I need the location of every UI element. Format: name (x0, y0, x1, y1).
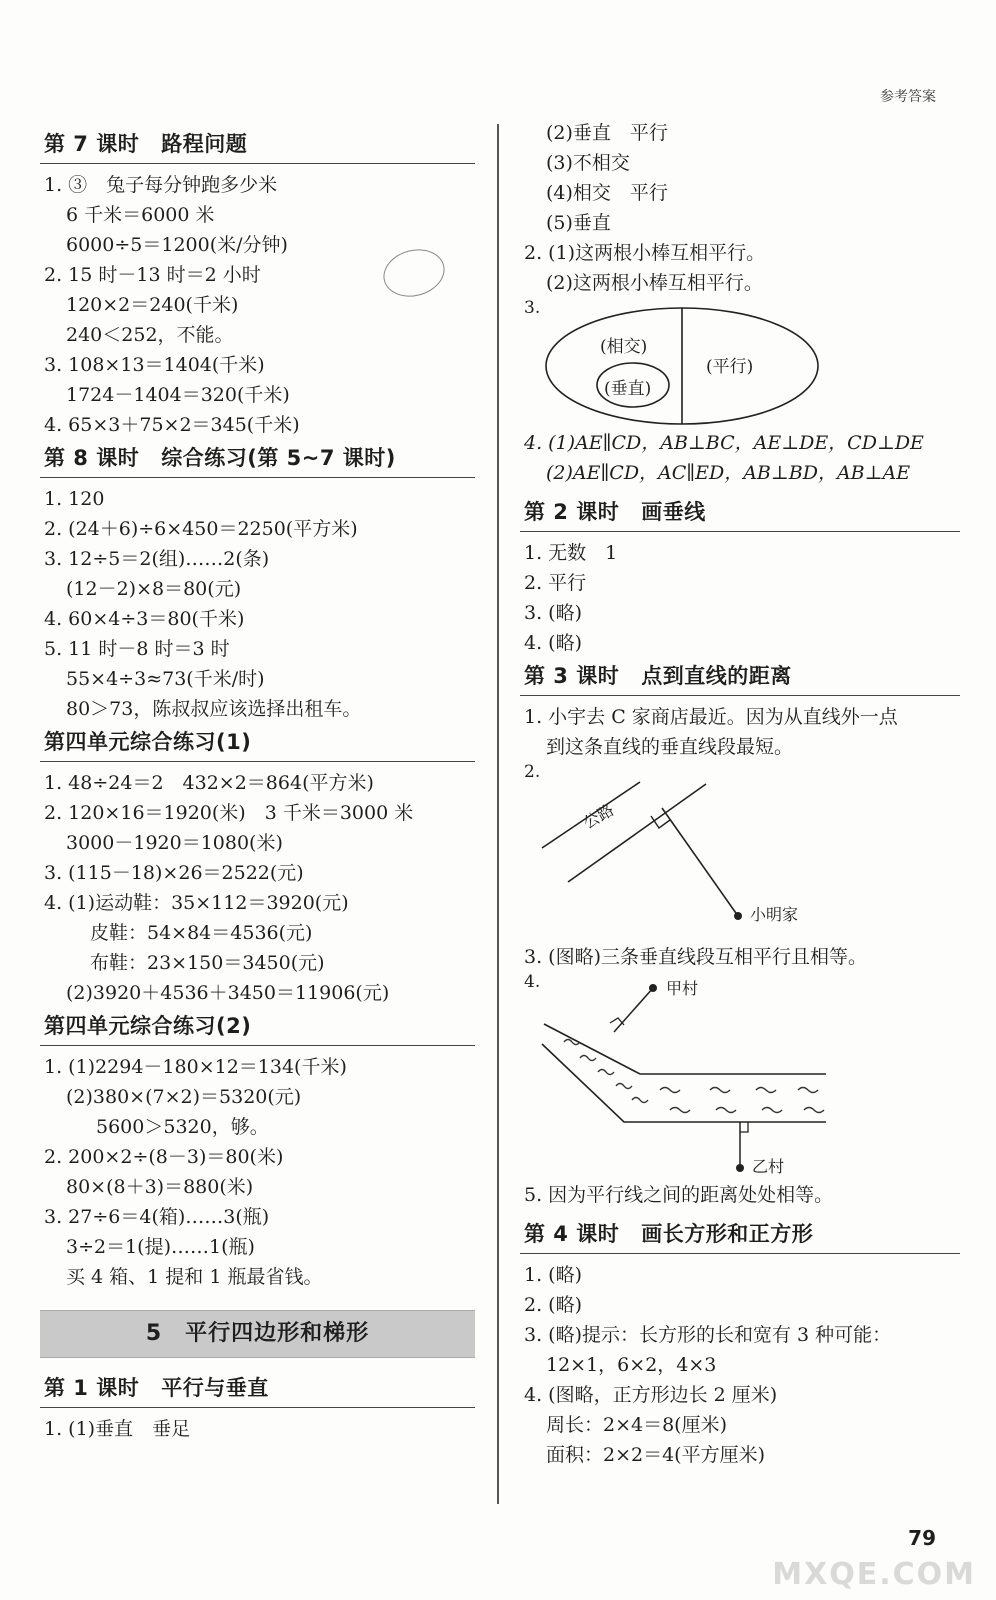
village-a-label: 甲村 (666, 979, 699, 998)
answer-line: 2. 200×2÷(8－3)＝80(米) (44, 1146, 284, 1168)
section-title: 第 2 课时 画垂线 (520, 494, 960, 532)
answer-line: 周长：2×4＝8(厘米) (546, 1414, 728, 1436)
answer-line: 12×1，6×2，4×3 (546, 1354, 717, 1376)
venn-label-perpendicular: (垂直) (604, 379, 652, 399)
section-title: 第 4 课时 画长方形和正方形 (520, 1216, 960, 1254)
answer-line: (2)380×(7×2)＝5320(元) (66, 1086, 302, 1108)
answer-line: 面积：2×2＝4(平方厘米) (546, 1444, 766, 1466)
river-figure (520, 972, 960, 1176)
answer-line: 1. 120 (44, 488, 105, 510)
question-number: 4. (524, 972, 541, 992)
answer-line: 80×(8＋3)＝880(米) (66, 1176, 254, 1198)
answer-line: (4)相交 平行 (546, 182, 668, 204)
answer-line: 3. (图略)三条垂直线段互相平行且相等。 (524, 946, 867, 968)
answer-line: (2)垂直 平行 (546, 122, 668, 144)
left-column (40, 126, 475, 1444)
answer-line: 1. (1)垂直 垂足 (44, 1418, 191, 1440)
answer-line: 到这条直线的垂直线段最短。 (546, 736, 794, 758)
answer-line: (2)AE∥CD，AC∥ED，AB⊥BD，AB⊥AE (546, 462, 911, 484)
venn-label-parallel: (平行) (706, 357, 754, 377)
answer-line: 3000－1920＝1080(米) (66, 832, 283, 854)
column-divider (497, 124, 499, 1504)
answer-line: 5. 11 时－8 时＝3 时 (44, 638, 230, 660)
answer-line: 4. 60×4÷3＝80(千米) (44, 608, 245, 630)
question-number: 2. (524, 762, 541, 782)
answer-line: 3. 12÷5＝2(组)……2(条) (44, 548, 270, 570)
answer-line: 3. (115－18)×26＝2522(元) (44, 862, 304, 884)
answer-line: 皮鞋：54×84＝4536(元) (90, 922, 313, 944)
answer-line: 2. (略) (524, 1294, 582, 1316)
answer-line: 1. 小宇去 C 家商店最近。因为从直线外一点 (524, 706, 898, 728)
village-b-label: 乙村 (752, 1157, 785, 1176)
answer-line: 买 4 箱、1 提和 1 瓶最省钱。 (66, 1266, 323, 1288)
answer-line: (12－2)×8＝80(元) (66, 578, 242, 600)
answer-line: 4. (略) (524, 632, 582, 654)
answer-line: 4. (图略，正方形边长 2 厘米) (524, 1384, 778, 1406)
section-title: 第 1 课时 平行与垂直 (40, 1370, 475, 1408)
answer-line: 6 千米＝6000 米 (66, 204, 215, 226)
river-diagram (520, 972, 960, 1172)
answer-line: 5. 因为平行线之间的距离处处相等。 (524, 1184, 834, 1206)
road-figure (520, 762, 960, 942)
answer-line: 2. (1)这两根小棒互相平行。 (524, 242, 766, 264)
answer-line: 1. ③ 兔子每分钟跑多少米 (44, 174, 278, 196)
watermark: MXQE.COM (772, 1557, 976, 1592)
answer-line: 55×4÷3≈73(千米/时) (66, 668, 265, 690)
answer-line: 120×2＝240(千米) (66, 294, 239, 316)
header-label: 参考答案 (880, 89, 936, 105)
road-label: 公路 (579, 800, 618, 833)
answer-line: 2. 15 时－13 时＝2 小时 (44, 264, 261, 286)
section-title: 第四单元综合练习(2) (40, 1008, 475, 1046)
unit-banner: 5 平行四边形和梯形 (40, 1310, 475, 1358)
answer-line: (3)不相交 (546, 152, 630, 174)
answer-line: 5600＞5320，够。 (96, 1116, 269, 1138)
section-title: 第 3 课时 点到直线的距离 (520, 658, 960, 696)
answer-line: (5)垂直 (546, 212, 611, 234)
section-title: 第 7 课时 路程问题 (40, 126, 475, 164)
answer-line: 1. (1)2294－180×12＝134(千米) (44, 1056, 347, 1078)
road-diagram (520, 762, 960, 942)
home-label: 小明家 (750, 905, 799, 924)
answer-line: 4. (1)运动鞋：35×112＝3920(元) (44, 892, 349, 914)
answer-line: 240＜252，不能。 (66, 324, 234, 346)
answer-line: 3. (略) (524, 602, 582, 624)
answer-line: 3. 108×13＝1404(千米) (44, 354, 265, 376)
answer-line: 1. 无数 1 (524, 542, 618, 564)
answer-line: 4. 65×3＋75×2＝345(千米) (44, 414, 300, 436)
answer-line: (2)这两根小棒互相平行。 (546, 272, 763, 294)
section-title: 第四单元综合练习(1) (40, 724, 475, 762)
venn-figure (520, 298, 960, 428)
question-number: 3. (524, 298, 541, 318)
answer-line: 3. (略)提示：长方形的长和宽有 3 种可能： (524, 1324, 892, 1346)
answer-line: 2. 120×16＝1920(米) 3 千米＝3000 米 (44, 802, 414, 824)
answer-line: 3. 27÷6＝4(箱)……3(瓶) (44, 1206, 270, 1228)
answer-line: 3÷2＝1(提)……1(瓶) (66, 1236, 255, 1258)
answer-line: 6000÷5＝1200(米/分钟) (66, 234, 288, 256)
section-title: 第 8 课时 综合练习(第 5~7 课时) (40, 440, 475, 478)
answer-line: 1724－1404＝320(千米) (66, 384, 290, 406)
answer-line: (2)3920＋4536＋3450＝11906(元) (66, 982, 390, 1004)
answer-line: 4. (1)AE∥CD，AB⊥BC，AE⊥DE，CD⊥DE (524, 432, 924, 454)
answer-line: 1. 48÷24＝2 432×2＝864(平方米) (44, 772, 374, 794)
answer-line: 2. 平行 (524, 572, 587, 594)
answer-line: 2. (24＋6)÷6×450＝2250(平方米) (44, 518, 358, 540)
answer-line: 布鞋：23×150＝3450(元) (90, 952, 325, 974)
answer-line: 1. (略) (524, 1264, 582, 1286)
right-column (520, 118, 960, 1470)
page-number: 79 (908, 1526, 936, 1550)
venn-label-intersect: (相交) (600, 337, 648, 357)
answer-line: 80＞73，陈叔叔应该选择出租车。 (66, 698, 362, 720)
